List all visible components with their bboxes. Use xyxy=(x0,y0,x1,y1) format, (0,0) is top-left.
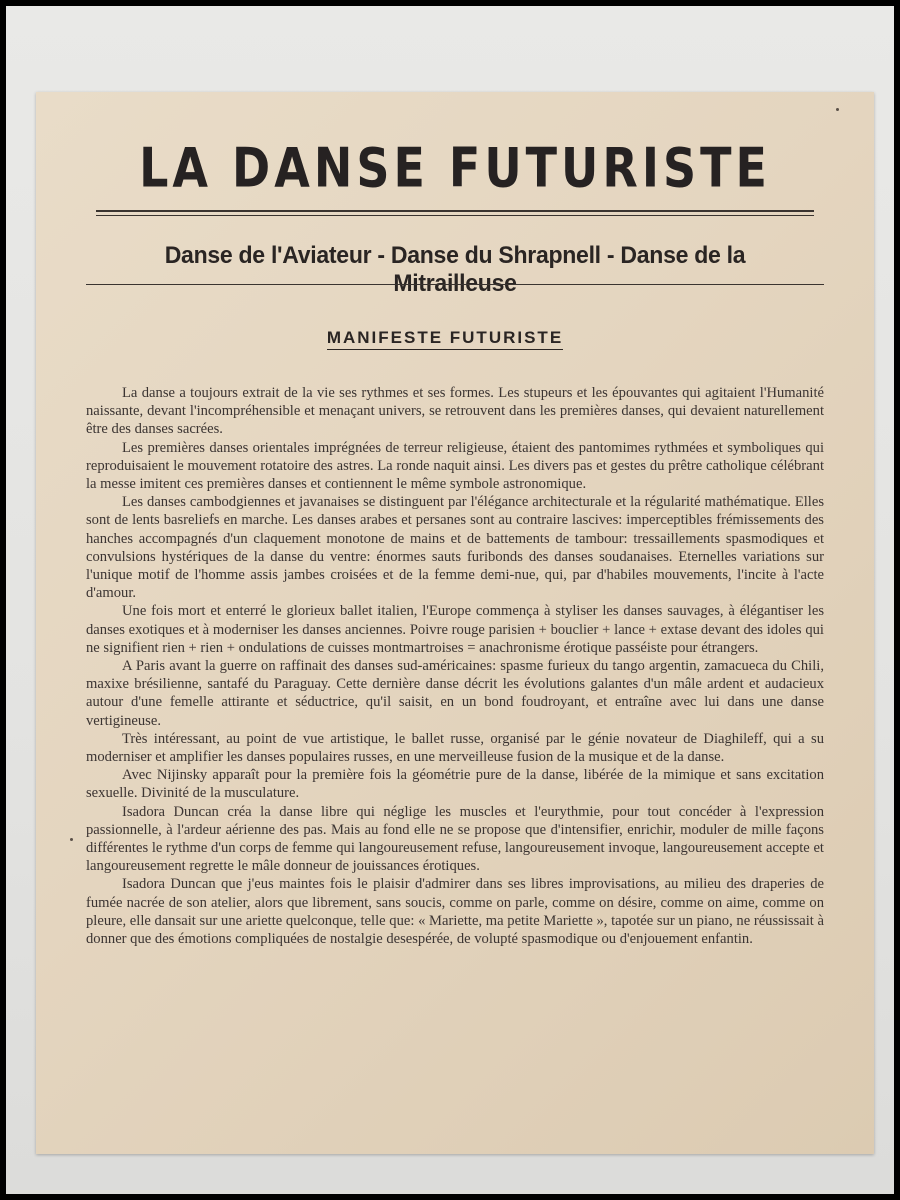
paragraph: Une fois mort et enterré le glorieux ballet italien, l'Europe commença à styliser les danses sauvages, à élégantiser les danses exotiques et à moderniser les danses anciennes. Poivre rouge parisien + bouclier + lance + extase devant des idoles qui ne signifient rien + rien + ondulations de cuisses montmartroises = anachronisme érotique passéiste pour étrangers. xyxy=(86,603,824,656)
paragraph: A Paris avant la guerre on raffinait des danses sud-américaines: spasme furieux du tango argentin, zamacueca du Chili, maxixe brésilienne, santafé du Paraguay. Cette dernière danse décrit les évolutions galantes d'un mâle ardent et audacieux autour d'une femelle attirante et séductrice, qu'il saisit, en un bond foudroyant, et entraîne avec lui dans une danse vertigineuse. xyxy=(86,658,824,729)
paragraph: Isadora Duncan créa la danse libre qui néglige les muscles et l'eurythmie, pour tout concéder à l'expression passionnelle, à l'ardeur aérienne des pas. Mais au fond elle ne se propose que d'intensifier, enrichir, moduler de mille façons différentes le rythme d'un corps de femme qui langoureusement refuse, langoureusement invoque, langoureusement accepte et langoureusement regrette le mâle donneur de jouissances érotiques. xyxy=(86,803,824,875)
paragraph: Les premières danses orientales imprégnées de terreur religieuse, étaient des pantomimes rythmées et symboliques qui reproduisaient le mouvement rotatoire des astres. La ronde naquit ainsi. Les divers pas et gestes du prêtre catholique célébrant la messe imitent ces premières danses et contiennent le même symbole astronomique. xyxy=(86,439,824,493)
paper-speck xyxy=(836,108,839,111)
paragraph: Très intéressant, au point de vue artistique, le ballet russe, organisé par le génie novateur de Diaghileff, qui a su moderniser et amplifier les danses populaires russes, en une merveilleuse fusion de la musique et de la danse. xyxy=(86,730,824,766)
document-page xyxy=(36,92,874,1154)
paragraph: La danse a toujours extrait de la vie ses rythmes et ses formes. Les stupeurs et les épouvantes qui agitaient l'Humanité naissante, devant l'incompréhensible et menaçant univers, se retrouvent dans les premières danses, qui devaient naturellement être des danses sacrées. xyxy=(86,385,824,438)
manifesto-body xyxy=(86,384,824,948)
subtitle-rule xyxy=(86,284,824,285)
photo-background xyxy=(6,6,894,1194)
paper-speck xyxy=(70,838,73,841)
paragraph: Isadora Duncan que j'eus maintes fois le plaisir d'admirer dans ses libres improvisations, au milieu des draperies de fumée nacrée de son atelier, alors que librement, sans soucis, comme on parle, comme on désire, comme on aime, comme on pleure, elle dansait sur une ariette quelconque, telle que: « Mariette, ma petite Mariette », tapotée sur un piano, ne réussissait à donner que des émotions compliquées de nostalgie desespérée, de volupté spasmodique ou d'enjouement enfantin. xyxy=(86,876,824,948)
page-title: LA DANSE FUTURISTE xyxy=(139,136,771,200)
section-heading xyxy=(36,328,854,348)
paragraph: Les danses cambodgiennes et javanaises se distinguent par l'élégance architecturale et la régularité mathématique. Elles sont de lents basreliefs en marche. Les danses arabes et persanes sont au contraire lascives: imperceptibles frémissements des hanches accompagnés d'un claquement monotone de mains et de battements de tambour: tressaillements spasmodiques et convulsions hystériques de la danse du ventre: énormes sauts furibonds des danses soudanaises. Eternelles variations sur l'unique motif de l'homme assis jambes croisées et de la femme demi-nue, qui, par d'habiles mouvements, l'incite à l'acte d'amour. xyxy=(86,494,824,602)
section-heading-text: MANIFESTE FUTURISTE xyxy=(327,328,563,350)
title-double-rule xyxy=(96,210,814,216)
page-subtitle: Danse de l'Aviateur - Danse du Shrapnell - Danse de la Mitrailleuse xyxy=(164,242,746,297)
paragraph: Avec Nijinsky apparaît pour la première fois la géométrie pure de la danse, libérée de la mimique et sans excitation sexuelle. Divinité de la musculature. xyxy=(86,767,824,802)
